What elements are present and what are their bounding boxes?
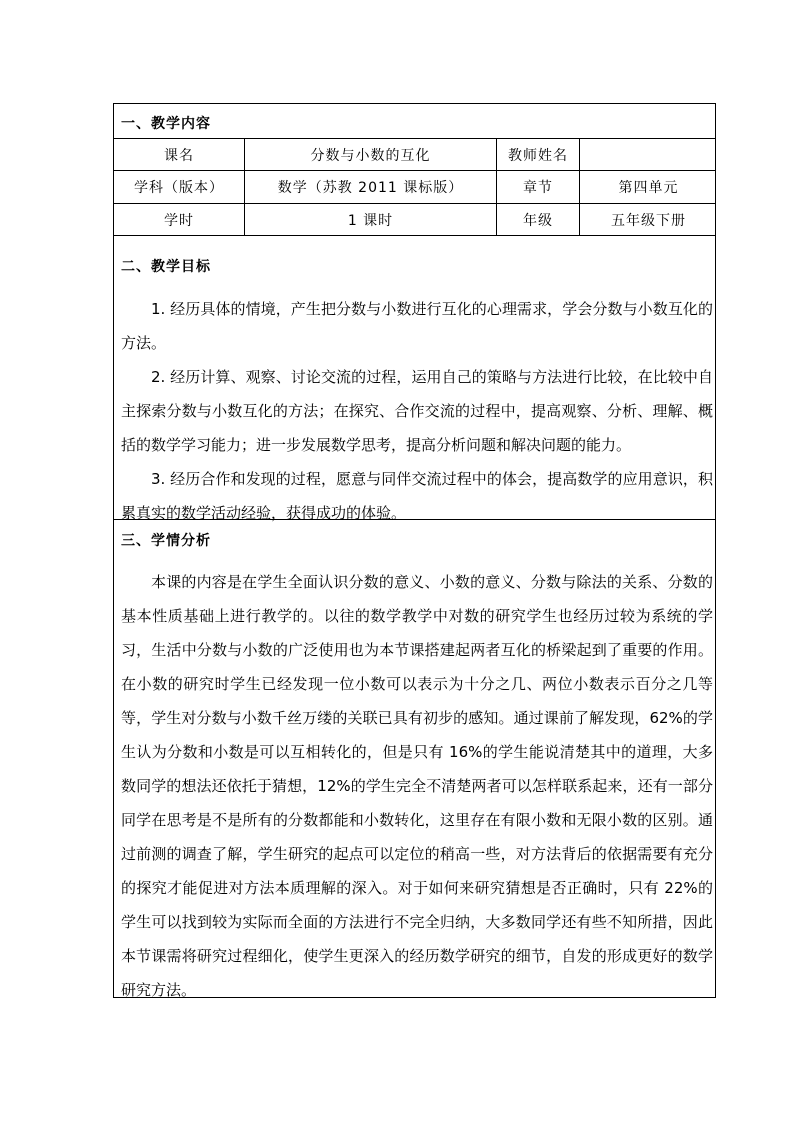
goal-paragraph-2: 2. 经历计算、观察、讨论交流的过程，运用自己的策略与方法进行比较，在比较中自主探索分数与小数互化的方法；在探究、合作交流的过程中，提高观察、分析、理解、概括的数学学习能力；进一步发展数学思考，提高分析问题和解决问题的能力。 bbox=[121, 368, 713, 454]
section-learning-analysis bbox=[114, 520, 715, 999]
info-row-course bbox=[114, 139, 715, 171]
label-subject-version: 学科（版本） bbox=[114, 171, 245, 203]
section-teaching-content-heading: 一、教学内容 bbox=[121, 116, 211, 132]
value-chapter: 第四单元 bbox=[618, 180, 679, 196]
value-course-name: 分数与小数的互化 bbox=[245, 139, 497, 170]
info-row-subject bbox=[114, 171, 715, 204]
analysis-paragraph: 本课的内容是在学生全面认识分数的意义、小数的意义、分数与除法的关系、分数的基本性质基础上进行教学的。以往的数学教学中对数的研究学生也经历过较为系统的学习，生活中分数与小数的广泛使用也为本节课搭建起两者互化的桥梁起到了重要的作用。在小数的研究时学生已经发现一位小数可以表示为十分之几、两位小数表示百分之几等等，学生对分数与小数千丝万缕的关联已具有初步的感知。通过课前了解发现，62%的学生认为分数和小数是可以互相转化的，但是只有 16%的学生能说清楚其中的道理，大多数同学的想法还依托于猜想，12%的学生完全不清楚两者可以怎样联系起来，还有一部分同学在思考是不是所有的分数都能和小数转化，这里存在有限小数和无限小数的区别。通过前测的调查了解，学生研究的起点可以定位的稍高一些，对方法背后的依据需要有充分的探究才能促进对方法本质理解的深入。对于如何来研究猜想是否正确时，只有 22%的学生可以找到较为实际而全面的方法进行不完全归纳，大多数同学还有些不知所措，因此本节课需将研究过程细化，使学生更深入的经历数学研究的细节，自发的形成更好的数学研究方法。 bbox=[121, 573, 713, 999]
label-chapter: 章节 bbox=[497, 171, 580, 203]
goal-paragraph-3: 3. 经历合作和发现的过程，愿意与同伴交流过程中的体会，提高数学的应用意识，积累真实的数学活动经验，获得成功的体验。 bbox=[121, 470, 713, 522]
section-learning-analysis-heading: 三、学情分析 bbox=[121, 533, 211, 549]
section-teaching-goals-heading: 二、教学目标 bbox=[121, 259, 211, 275]
label-teacher-name: 教师姓名 bbox=[497, 139, 580, 170]
section-teaching-goals bbox=[114, 236, 715, 520]
goal-paragraph-1: 1. 经历具体的情境，产生把分数与小数进行互化的心理需求，学会分数与小数互化的方法。 bbox=[121, 300, 713, 352]
section-teaching-content-heading-row bbox=[114, 104, 715, 139]
label-class-periods: 学时 bbox=[114, 204, 245, 235]
info-row-periods bbox=[114, 204, 715, 236]
value-subject-version: 数学（苏教 2011 课标版） bbox=[245, 171, 497, 203]
lesson-plan-table bbox=[113, 103, 716, 998]
label-grade: 年级 bbox=[497, 204, 580, 235]
value-grade: 五年级下册 bbox=[611, 212, 686, 229]
value-teacher-name bbox=[580, 139, 717, 170]
value-class-periods: 1 课时 bbox=[245, 204, 497, 235]
label-course-name: 课名 bbox=[114, 139, 245, 170]
